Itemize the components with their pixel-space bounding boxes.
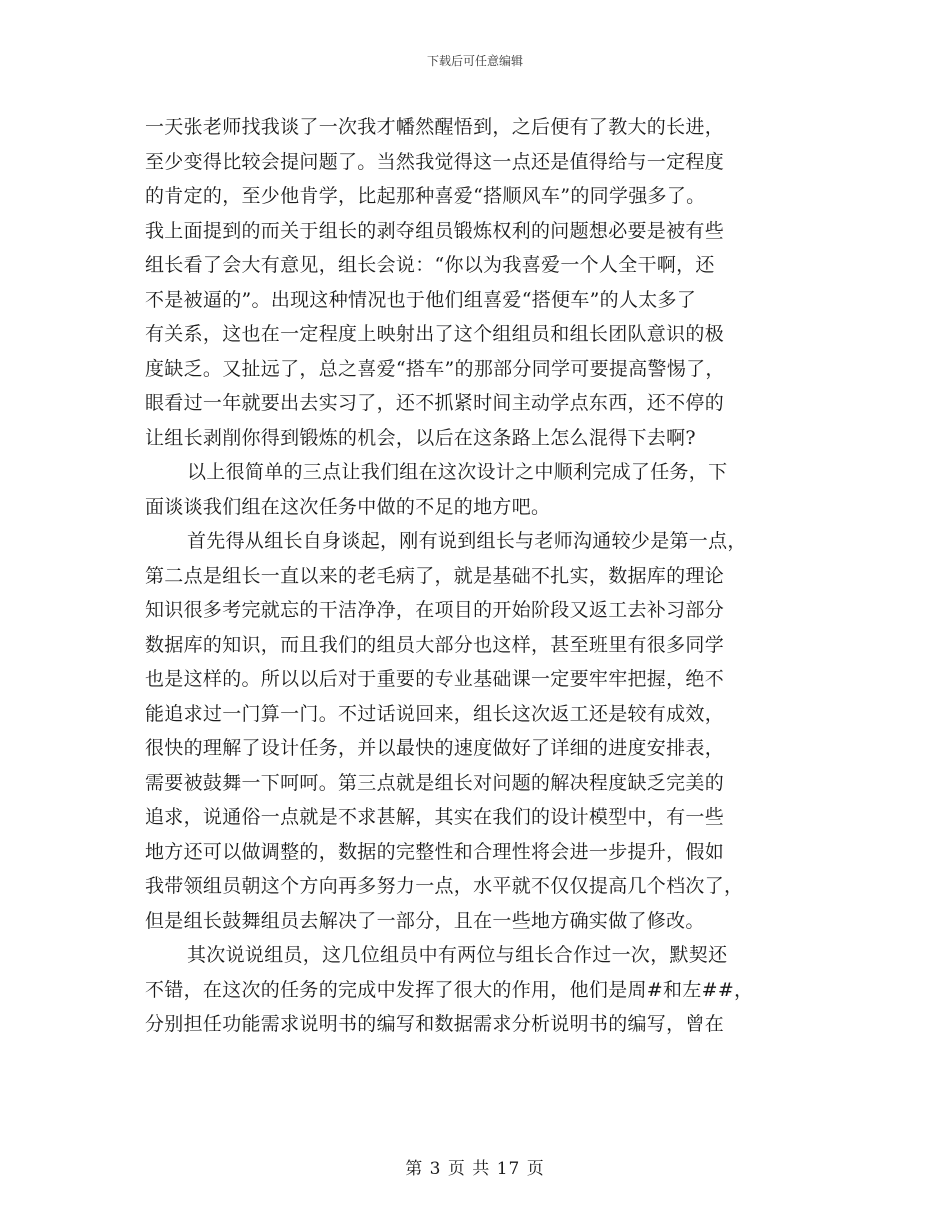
text-line: 追求，说通俗一点就是不求甚解，其实在我们的设计模型中，有一些 — [145, 806, 725, 828]
document-body — [145, 110, 805, 1042]
text-line: 的肯定的，至少他肯学，比起那种喜爱“搭顺风车”的同学强多了。 — [145, 185, 706, 207]
text-line: 度缺乏。又扯远了，总之喜爱“搭车”的那部分同学可要提高警惕了， — [145, 357, 725, 380]
text-line: 眼看过一年就要出去实习了，还不抓紧时间主动学点东西，还不停的 — [145, 392, 725, 414]
text-line: 有关系，这也在一定程度上映射出了这个组组员和组长团队意识的极 — [145, 323, 725, 345]
text-line: 面谈谈我们组在这次任务中做的不足的地方吧。 — [145, 495, 551, 518]
text-line: 不错，在这次的任务的完成中发挥了很大的作用，他们是周#和左##， — [145, 978, 754, 1001]
text-line: 我上面提到的而关于组长的剥夺组员锻炼权利的问题想必要是被有些 — [145, 219, 725, 242]
text-line: 让组长剥削你得到锻炼的机会，以后在这条路上怎么混得下去啊? — [145, 426, 696, 449]
page-number-footer: 第 3 页 共 17 页 — [405, 1159, 545, 1179]
text-line: 不是被逼的”。出现这种情况也于他们组喜爱“搭便车”的人太多了 — [145, 288, 697, 311]
text-line: 但是组长鼓舞组员去解决了一部分，且在一些地方确实做了修改。 — [145, 909, 705, 932]
text-line: 也是这样的。所以以后对于重要的专业基础课一定要牢牢把握，绝不 — [145, 668, 725, 690]
text-line: 数据库的知识，而且我们的组员大部分也这样，甚至班里有很多同学 — [145, 633, 725, 656]
text-line: 一天张老师找我谈了一次我才幡然醒悟到，之后便有了教大的长进， — [145, 116, 725, 138]
text-line: 组长看了会大有意见，组长会说：“你以为我喜爱一个人全干啊，还 — [145, 254, 715, 276]
paragraph-first-line: 其次说说组员，这几位组员中有两位与组长合作过一次，默契还 — [187, 944, 728, 966]
text-line: 很快的理解了设计任务，并以最快的速度做好了详细的进度安排表， — [145, 737, 725, 759]
paragraph-first-line: 以上很简单的三点让我们组在这次设计之中顺利完成了任务，下 — [187, 461, 728, 483]
text-line: 至少变得比较会提问题了。当然我觉得这一点还是值得给与一定程度 — [145, 150, 725, 173]
text-line: 知识很多考完就忘的干洁净净，在项目的开始阶段又返工去补习部分 — [145, 599, 725, 621]
text-line: 地方还可以做调整的，数据的完整性和合理性将会进一步提升，假如 — [145, 840, 725, 863]
text-line: 我带领组员朝这个方向再多努力一点，水平就不仅仅提高几个档次了， — [145, 875, 744, 897]
text-line: 分别担任功能需求说明书的编写和数据需求分析说明书的编写，曾在 — [145, 1013, 725, 1035]
paragraph-first-line: 首先得从组长自身谈起，刚有说到组长与老师沟通较少是第一点， — [187, 530, 747, 552]
text-line: 第二点是组长一直以来的老毛病了，就是基础不扎实，数据库的理论 — [145, 564, 725, 587]
page-header: 下载后可任意编辑 — [426, 54, 523, 68]
text-line: 能追求过一门算一门。不过话说回来，组长这次返工还是较有成效， — [145, 702, 725, 725]
text-line: 需要被鼓舞一下呵呵。第三点就是组长对问题的解决程度缺乏完美的 — [145, 771, 725, 794]
